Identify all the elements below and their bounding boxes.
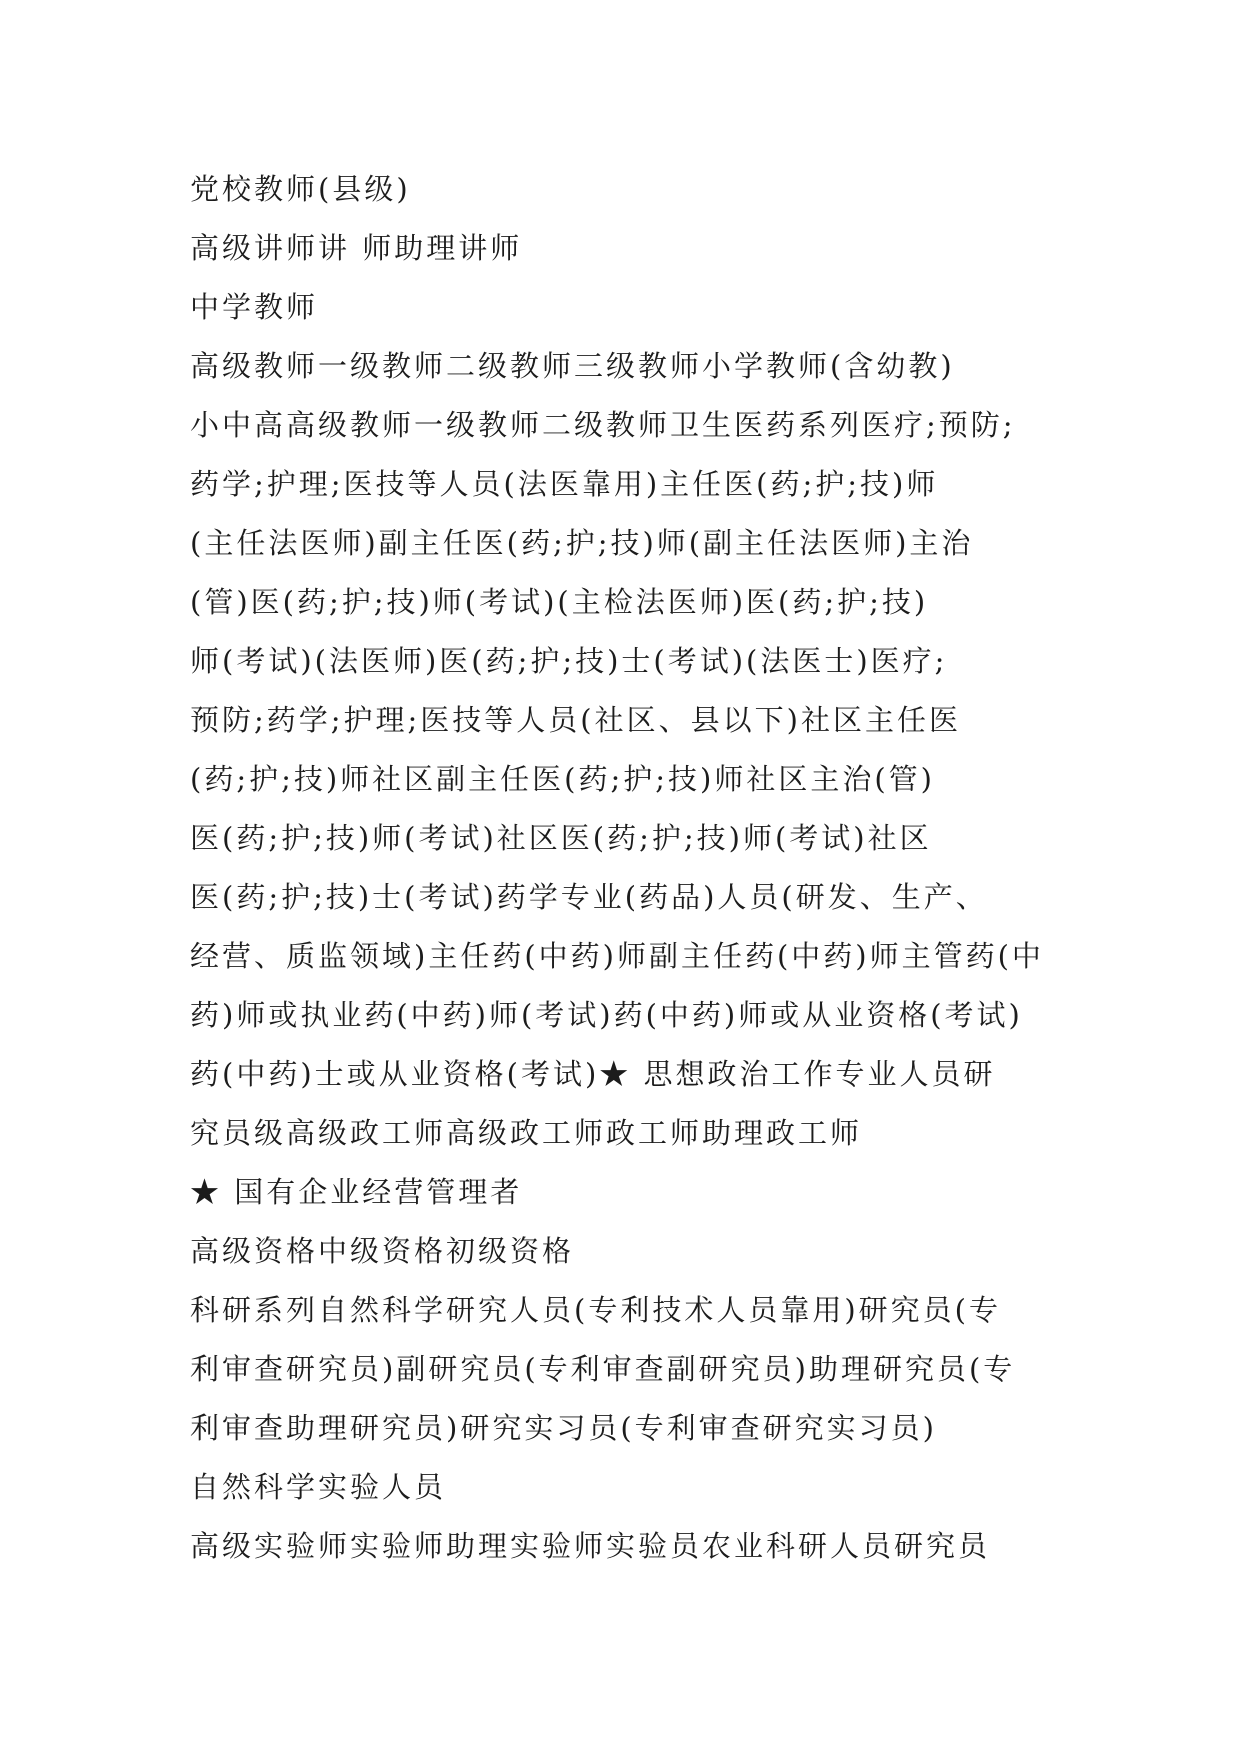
text-line: 高级讲师讲 师助理讲师: [190, 231, 523, 265]
text-line: 中学教师: [190, 290, 319, 324]
text-line: 小中高高级教师一级教师二级教师卫生医药系列医疗;预防;: [190, 408, 1016, 442]
text-line: 医(药;护;技)士(考试)药学专业(药品)人员(研发、生产、: [190, 880, 988, 914]
text-line: (管)医(药;护;技)师(考试)(主检法医师)医(药;护;技): [190, 585, 929, 619]
text-line: 高级资格中级资格初级资格: [190, 1234, 575, 1268]
text-line: 药(中药)士或从业资格(考试)★ 思想政治工作专业人员研: [190, 1057, 996, 1091]
text-line: 高级实验师实验师助理实验师实验员农业科研人员研究员: [190, 1529, 991, 1563]
text-line: ★ 国有企业经营管理者: [190, 1175, 523, 1209]
document-body: [190, 160, 1070, 1576]
text-line: 科研系列自然科学研究人员(专利技术人员靠用)研究员(专: [190, 1293, 1001, 1327]
text-line: 经营、质监领域)主任药(中药)师副主任药(中药)师主管药(中: [190, 939, 1044, 973]
text-line: (主任法医师)副主任医(药;护;技)师(副主任法医师)主治: [190, 526, 974, 560]
text-line: 自然科学实验人员: [190, 1470, 447, 1504]
text-line: 党校教师(县级): [190, 172, 411, 206]
text-line: 利审查研究员)副研究员(专利审查副研究员)助理研究员(专: [190, 1352, 1016, 1386]
text-line: 师(考试)(法医师)医(药;护;技)士(考试)(法医士)医疗;: [190, 644, 948, 678]
text-line: 药学;护理;医技等人员(法医靠用)主任医(药;护;技)师: [190, 467, 939, 501]
text-line: 利审查助理研究员)研究实习员(专利审查研究实习员): [190, 1411, 937, 1445]
text-line: 医(药;护;技)师(考试)社区医(药;护;技)师(考试)社区: [190, 821, 932, 855]
text-line: 高级教师一级教师二级教师三级教师小学教师(含幼教): [190, 349, 955, 383]
text-line: 药)师或执业药(中药)师(考试)药(中药)师或从业资格(考试): [190, 998, 1023, 1032]
text-line: 究员级高级政工师高级政工师政工师助理政工师: [190, 1116, 863, 1150]
text-line: 预防;药学;护理;医技等人员(社区、县以下)社区主任医: [190, 703, 961, 737]
text-line: (药;护;技)师社区副主任医(药;护;技)师社区主治(管): [190, 762, 935, 796]
